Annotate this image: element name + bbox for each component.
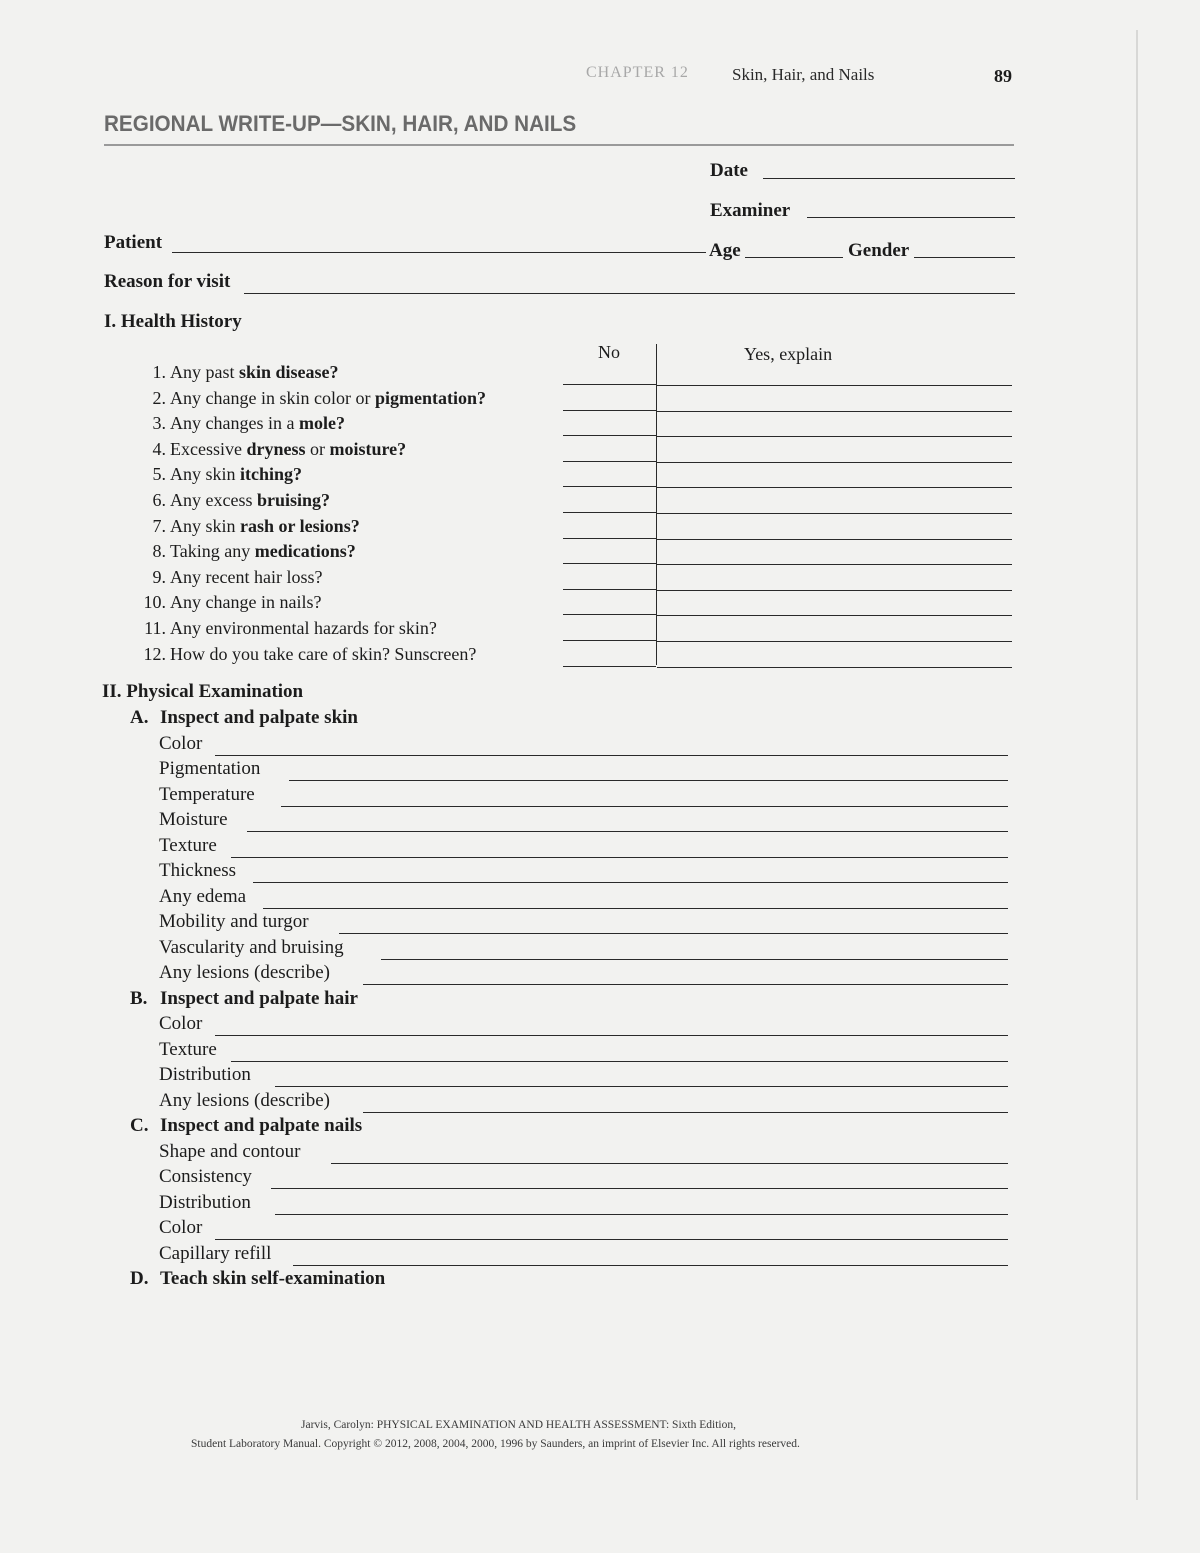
answer-no-field[interactable]	[563, 640, 656, 641]
answer-yes-explain-field[interactable]	[657, 411, 1012, 412]
question-number: 10.	[143, 592, 166, 613]
question-text	[170, 516, 360, 536]
question-text	[170, 618, 437, 638]
question-row	[132, 413, 345, 434]
question-fragment: Any skin	[170, 515, 241, 536]
patient-label: Patient	[104, 232, 163, 253]
question-number: 2.	[152, 387, 166, 408]
question-number: 7.	[152, 515, 166, 536]
exam-item-label: Capillary refill	[159, 1242, 272, 1264]
reason-field[interactable]	[244, 293, 1015, 294]
exam-item-label: Moisture	[159, 809, 228, 830]
question-number: 9.	[152, 566, 166, 587]
question-text	[170, 413, 345, 433]
question-fragment: or	[305, 438, 330, 459]
examiner-field[interactable]	[807, 217, 1015, 218]
question-text	[170, 541, 356, 561]
answer-yes-explain-field[interactable]	[657, 641, 1012, 642]
exam-item-field[interactable]	[263, 908, 1008, 909]
exam-item-field[interactable]	[381, 959, 1008, 960]
exam-item-label: Distribution	[159, 1064, 251, 1085]
question-fragment: Any recent hair loss?	[170, 566, 323, 587]
question-emphasis: itching?	[240, 464, 303, 485]
patient-field[interactable]	[172, 252, 706, 253]
answer-no-field[interactable]	[563, 486, 656, 487]
question-emphasis: mole?	[298, 413, 345, 434]
exam-item-label: Mobility and turgor	[159, 911, 309, 932]
exam-item-label: Texture	[159, 834, 217, 856]
exam-item-field[interactable]	[215, 1239, 1008, 1240]
exam-item-field[interactable]	[275, 1086, 1008, 1087]
exam-subsection-title: Inspect and palpate hair	[160, 987, 358, 1009]
column-divider	[656, 344, 657, 665]
answer-no-field[interactable]	[563, 563, 656, 564]
question-row	[132, 464, 302, 485]
gender-label: Gender	[848, 240, 910, 261]
answer-no-field[interactable]	[563, 384, 656, 385]
question-fragment: Excessive	[170, 438, 247, 459]
question-emphasis: bruising?	[256, 490, 331, 510]
exam-item-label: Vascularity and bruising	[159, 936, 344, 958]
question-emphasis: pigmentation?	[374, 387, 486, 408]
no-column-header: No	[598, 342, 620, 362]
exam-item-label: Color	[159, 1217, 203, 1238]
exam-subsection-title: Teach skin self-examination	[160, 1268, 386, 1289]
chapter-section-title: Skin, Hair, and Nails	[732, 65, 875, 84]
question-number: 8.	[152, 541, 166, 562]
exam-item-label: Shape and contour	[159, 1140, 301, 1162]
question-number: 12.	[143, 643, 166, 664]
answer-no-field[interactable]	[563, 410, 656, 411]
question-text	[170, 567, 322, 587]
answer-no-field[interactable]	[563, 666, 656, 667]
question-row	[132, 592, 321, 613]
health-history-heading: I. Health History	[104, 311, 242, 332]
question-fragment: Any environmental hazards for skin?	[170, 618, 437, 638]
answer-yes-explain-field[interactable]	[657, 564, 1012, 565]
exam-item-label: Any lesions (describe)	[159, 1089, 330, 1111]
footer-citation-line2: Student Laboratory Manual. Copyright © 2012, 2008, 2004, 2000, 1996 by Saunders, an imprint of Elsevier Inc. All rights reserved.	[191, 1438, 800, 1450]
exam-subsection-letter: B.	[130, 987, 148, 1009]
answer-yes-explain-field[interactable]	[657, 385, 1012, 386]
gender-field[interactable]	[914, 257, 1015, 258]
question-fragment: Taking any	[170, 541, 255, 562]
exam-item-label: Any edema	[159, 885, 247, 907]
question-number: 1.	[152, 362, 166, 382]
exam-item-field[interactable]	[247, 831, 1008, 832]
physical-exam-heading: II. Physical Examination	[102, 681, 304, 702]
exam-subsection-title: Inspect and palpate nails	[160, 1115, 363, 1136]
question-row	[132, 388, 486, 409]
question-fragment: How do you take care of skin? Sunscreen?	[170, 643, 477, 664]
age-label: Age	[709, 240, 741, 261]
answer-yes-explain-field[interactable]	[657, 539, 1012, 540]
question-fragment: Any excess	[170, 490, 257, 510]
exam-item-label: Texture	[159, 1038, 217, 1060]
answer-no-field[interactable]	[563, 435, 656, 436]
exam-item-field[interactable]	[215, 755, 1008, 756]
exam-item-label: Any lesions (describe)	[159, 962, 330, 983]
exam-item-field[interactable]	[293, 1265, 1008, 1266]
answer-no-field[interactable]	[563, 538, 656, 539]
exam-item-field[interactable]	[331, 1163, 1008, 1164]
page-number: 89	[994, 66, 1012, 86]
question-row	[132, 362, 339, 383]
exam-item-field[interactable]	[339, 933, 1008, 934]
page-edge	[1136, 30, 1138, 1500]
answer-yes-explain-field[interactable]	[657, 436, 1012, 437]
answer-yes-explain-field[interactable]	[657, 487, 1012, 488]
question-text	[170, 362, 339, 382]
exam-item-field[interactable]	[231, 1061, 1008, 1062]
question-text	[170, 464, 302, 484]
question-row	[132, 644, 476, 665]
question-text	[170, 490, 330, 510]
question-fragment: Any changes in a	[170, 413, 299, 434]
question-row	[132, 618, 437, 639]
exam-subsection-letter: D.	[130, 1268, 149, 1289]
question-row	[132, 516, 360, 537]
question-emphasis: dryness	[246, 438, 306, 459]
question-fragment: Any change in skin color or	[170, 387, 375, 408]
question-row	[132, 490, 330, 511]
chapter-label: CHAPTER 12	[586, 64, 689, 81]
footer-citation-line1: Jarvis, Carolyn: PHYSICAL EXAMINATION AND HEALTH ASSESSMENT: Sixth Edition,	[301, 1419, 736, 1431]
question-number: 3.	[152, 413, 166, 434]
question-text	[170, 388, 486, 408]
yes-explain-column-header: Yes, explain	[744, 344, 833, 364]
date-label: Date	[710, 160, 748, 181]
answer-no-field[interactable]	[563, 512, 656, 513]
question-row	[132, 567, 322, 588]
page-title: REGIONAL WRITE-UP—SKIN, HAIR, AND NAILS	[104, 111, 577, 136]
question-number: 5.	[152, 464, 166, 485]
question-number: 11.	[144, 618, 166, 638]
reason-label: Reason for visit	[104, 271, 231, 292]
answer-no-field[interactable]	[563, 461, 656, 462]
exam-item-field[interactable]	[363, 984, 1008, 985]
exam-item-label: Thickness	[159, 860, 237, 881]
exam-subsection-letter: C.	[130, 1115, 149, 1136]
title-rule	[104, 144, 1014, 146]
exam-item-label: Consistency	[159, 1166, 252, 1187]
question-emphasis: skin disease?	[239, 362, 339, 382]
exam-item-label: Pigmentation	[159, 758, 261, 779]
exam-subsection-heading	[130, 1115, 362, 1137]
age-field[interactable]	[745, 257, 843, 258]
exam-item-field[interactable]	[271, 1188, 1008, 1189]
date-field[interactable]	[763, 178, 1015, 179]
question-fragment: Any change in nails?	[170, 592, 322, 613]
exam-item-field[interactable]	[363, 1112, 1008, 1113]
answer-yes-explain-field[interactable]	[657, 513, 1012, 514]
exam-item-field[interactable]	[231, 857, 1008, 858]
question-emphasis: rash or lesions?	[240, 515, 360, 536]
exam-subsection-heading	[130, 1268, 385, 1290]
question-number: 4.	[152, 438, 166, 459]
exam-item-label: Distribution	[159, 1191, 251, 1213]
exam-item-label: Temperature	[159, 783, 255, 805]
exam-item-field[interactable]	[275, 1214, 1008, 1215]
question-text	[170, 644, 476, 664]
question-fragment: Any past	[170, 362, 239, 382]
exam-subsection-heading	[130, 988, 358, 1010]
question-emphasis: medications?	[254, 541, 356, 562]
exam-subsection-heading	[130, 707, 358, 729]
question-text	[170, 439, 406, 459]
answer-no-field[interactable]	[563, 614, 656, 615]
question-row	[132, 541, 356, 562]
exam-item-field[interactable]	[281, 806, 1008, 807]
exam-item-label: Color	[159, 1013, 203, 1034]
question-number: 6.	[152, 490, 166, 510]
question-fragment: Any skin	[170, 464, 241, 485]
exam-subsection-title: Inspect and palpate skin	[160, 707, 358, 728]
examiner-label: Examiner	[710, 200, 791, 221]
answer-yes-explain-field[interactable]	[657, 462, 1012, 463]
answer-yes-explain-field[interactable]	[657, 667, 1012, 668]
exam-item-field[interactable]	[289, 780, 1008, 781]
question-emphasis: moisture?	[329, 438, 407, 459]
answer-no-field[interactable]	[563, 589, 656, 590]
answer-yes-explain-field[interactable]	[657, 615, 1012, 616]
question-row	[132, 439, 406, 460]
exam-item-field[interactable]	[253, 882, 1008, 883]
exam-item-label: Color	[159, 732, 203, 754]
exam-subsection-letter: A.	[130, 707, 149, 728]
exam-item-field[interactable]	[215, 1035, 1008, 1036]
question-text	[170, 592, 321, 612]
answer-yes-explain-field[interactable]	[657, 590, 1012, 591]
